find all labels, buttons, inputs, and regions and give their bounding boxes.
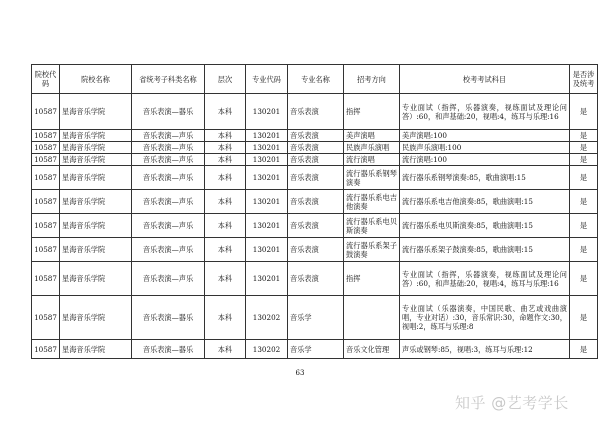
table-row [32,296,598,340]
cell-category: 音乐表演—声乐 [132,154,205,166]
cell-major-code: 130201 [246,130,288,142]
cell-code: 10587 [32,190,60,214]
cell-joint: 是 [570,130,598,142]
cell-subjects: 美声演唱:100 [400,130,570,142]
cell-level: 本科 [205,142,246,154]
cell-major: 音乐表演 [288,130,344,142]
cell-major: 音乐表演 [288,154,344,166]
cell-subjects: 流行器乐系电吉他演奏:85，歌曲演唱:15 [400,190,570,214]
cell-code: 10587 [32,154,60,166]
cell-joint: 是 [570,142,598,154]
watermark-text: 知乎 @艺考学长 [455,394,569,412]
header-cell: 院校名称 [60,65,132,94]
cell-joint: 是 [570,296,598,340]
cell-major-code: 130201 [246,142,288,154]
header-cell: 招考方向 [344,65,400,94]
cell-major: 音乐学 [288,296,344,340]
table-row [32,142,598,154]
cell-school: 星海音乐学院 [60,130,132,142]
cell-category: 音乐表演—声乐 [132,166,205,190]
cell-joint: 是 [570,94,598,130]
header-cell: 是否涉及统考 [570,65,598,94]
cell-major-code: 130202 [246,296,288,340]
cell-category: 音乐表演—声乐 [132,190,205,214]
cell-category: 音乐表演—器乐 [132,296,205,340]
cell-joint: 是 [570,262,598,296]
cell-category: 音乐表演—声乐 [132,262,205,296]
cell-code: 10587 [32,262,60,296]
cell-major-code: 130201 [246,154,288,166]
cell-level: 本科 [205,94,246,130]
cell-category: 音乐表演—器乐 [132,94,205,130]
cell-direction: 音乐文化管理 [344,340,400,359]
cell-subjects: 专业面试（指挥，乐器演奏，视练面试及理论问答）:60，和声基础:20，视唱:4，练耳与乐理:16 [400,262,570,296]
cell-joint: 是 [570,340,598,359]
cell-code: 10587 [32,296,60,340]
cell-code: 10587 [32,340,60,359]
cell-major: 音乐表演 [288,214,344,238]
cell-joint: 是 [570,166,598,190]
table-row [32,94,598,130]
cell-subjects: 流行器乐系钢琴演奏:85，歌曲演唱:15 [400,166,570,190]
cell-major: 音乐表演 [288,94,344,130]
cell-school: 星海音乐学院 [60,94,132,130]
cell-direction: 流行器乐系架子鼓演奏 [344,238,400,262]
table-row [32,340,598,359]
table-row [32,130,598,142]
cell-school: 星海音乐学院 [60,190,132,214]
header-cell: 专业代码 [246,65,288,94]
cell-category: 音乐表演—声乐 [132,142,205,154]
cell-direction: 民族声乐演唱 [344,142,400,154]
cell-subjects: 流行器乐系电贝斯演奏:85，歌曲演唱:15 [400,214,570,238]
cell-school: 星海音乐学院 [60,238,132,262]
table-row [32,154,598,166]
table-row [32,166,598,190]
cell-subjects: 流行器乐系架子鼓演奏:85，歌曲演唱:15 [400,238,570,262]
cell-major: 音乐表演 [288,262,344,296]
cell-major-code: 130201 [246,214,288,238]
cell-major-code: 130201 [246,238,288,262]
cell-subjects: 民族声乐演唱:100 [400,142,570,154]
header-cell: 层次 [205,65,246,94]
cell-code: 10587 [32,94,60,130]
cell-joint: 是 [570,190,598,214]
table-row [32,190,598,214]
cell-major: 音乐表演 [288,142,344,154]
cell-level: 本科 [205,130,246,142]
cell-level: 本科 [205,214,246,238]
cell-major-code: 130202 [246,340,288,359]
cell-school: 星海音乐学院 [60,154,132,166]
header-cell: 专业名称 [288,65,344,94]
cell-code: 10587 [32,142,60,154]
cell-category: 音乐表演—声乐 [132,130,205,142]
cell-level: 本科 [205,296,246,340]
cell-school: 星海音乐学院 [60,296,132,340]
table-row [32,262,598,296]
cell-code: 10587 [32,166,60,190]
cell-major: 音乐学 [288,340,344,359]
cell-direction: 流行演唱 [344,154,400,166]
cell-category: 音乐表演—声乐 [132,238,205,262]
cell-category: 音乐表演—器乐 [132,340,205,359]
cell-subjects: 专业面试（指挥，乐器演奏，视练面试及理论问答）:60，和声基础:20，视唱:4，练耳与乐理:16 [400,94,570,130]
header-cell: 校考考试科目 [400,65,570,94]
cell-major: 音乐表演 [288,166,344,190]
cell-joint: 是 [570,238,598,262]
header-cell: 院校代码 [32,65,60,94]
cell-school: 星海音乐学院 [60,214,132,238]
cell-code: 10587 [32,238,60,262]
cell-joint: 是 [570,214,598,238]
cell-subjects: 专业面试（乐器演奏，中国民歌、曲艺或戏曲演唱，专业对话）:30，音乐常识:30，命题作文:30，视唱:2，练耳与乐理:8 [400,296,570,340]
cell-direction: 流行器乐系钢琴演奏 [344,166,400,190]
cell-major-code: 130201 [246,166,288,190]
cell-major-code: 130201 [246,262,288,296]
table-row [32,214,598,238]
cell-school: 星海音乐学院 [60,166,132,190]
cell-level: 本科 [205,262,246,296]
cell-direction: 美声演唱 [344,130,400,142]
cell-code: 10587 [32,130,60,142]
cell-major: 音乐表演 [288,238,344,262]
cell-direction: 指挥 [344,94,400,130]
cell-school: 星海音乐学院 [60,142,132,154]
cell-direction: 流行器乐系电吉他演奏 [344,190,400,214]
cell-category: 音乐表演—声乐 [132,214,205,238]
cell-direction [344,296,400,340]
cell-subjects: 流行演唱:100 [400,154,570,166]
page-number: 63 [295,369,305,377]
cell-school: 星海音乐学院 [60,340,132,359]
cell-joint: 是 [570,154,598,166]
cell-level: 本科 [205,340,246,359]
cell-level: 本科 [205,238,246,262]
table-row [32,238,598,262]
cell-code: 10587 [32,214,60,238]
cell-major: 音乐表演 [288,190,344,214]
cell-major-code: 130201 [246,94,288,130]
admissions-table [31,64,598,359]
cell-level: 本科 [205,154,246,166]
cell-school: 星海音乐学院 [60,262,132,296]
table-header-row [32,65,598,94]
cell-subjects: 声乐或钢琴:85，视唱:3，练耳与乐理:12 [400,340,570,359]
header-cell: 省统考子科类名称 [132,65,205,94]
cell-level: 本科 [205,190,246,214]
cell-level: 本科 [205,166,246,190]
cell-direction: 指挥 [344,262,400,296]
cell-major-code: 130201 [246,190,288,214]
cell-direction: 流行器乐系电贝斯演奏 [344,214,400,238]
